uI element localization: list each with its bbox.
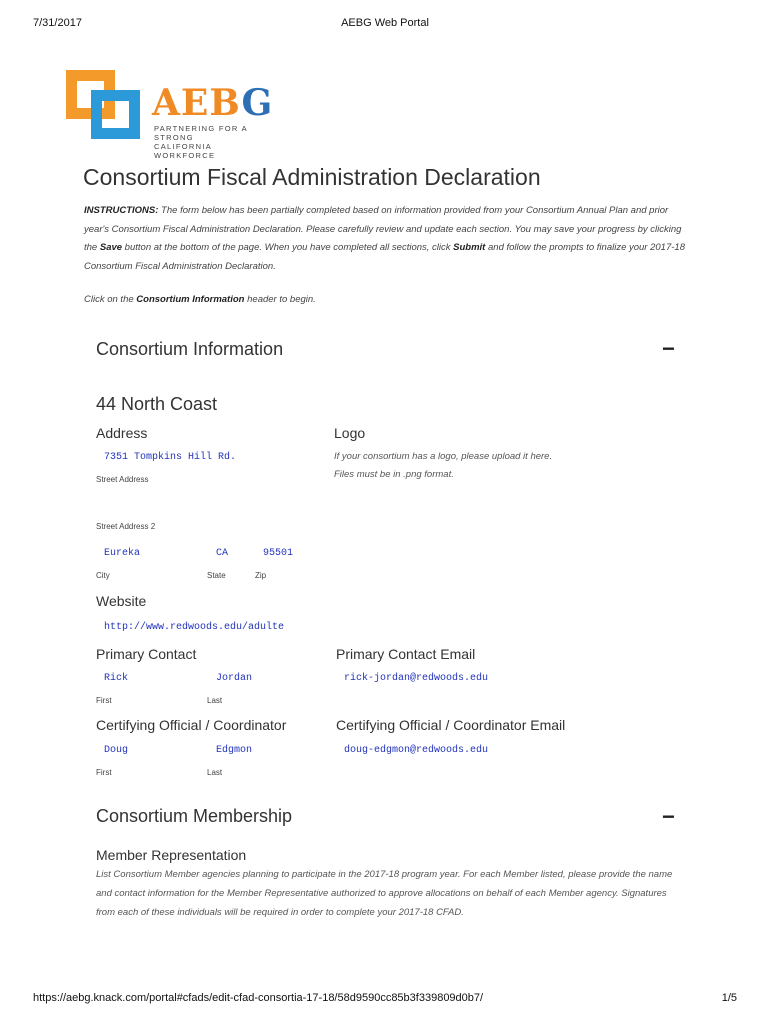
primary-first-field[interactable]: Rick — [104, 673, 129, 684]
collapse-icon[interactable]: − — [662, 336, 675, 361]
print-date: 7/31/2017 — [33, 17, 82, 29]
logo-tagline: PARTNERING FOR A STRONG CALIFORNIA WORKFORCE — [154, 124, 248, 160]
address-label: Address — [96, 425, 148, 441]
certifying-last-field[interactable]: Edgmon — [216, 745, 253, 756]
logo-help-upload: If your consortium has a logo, please upload it here. — [334, 451, 553, 462]
member-representation-text: List Consortium Member agencies planning to participate in the 2017-18 program year. For each Member listed, please provide the name and contact information for the Member Representative authorized to approve allocations on behalf of each Member agency. Signatures from each of these individuals will be required in order to complete your 2017-18 CFAD. — [96, 869, 673, 918]
certifying-first-label: First — [96, 768, 112, 777]
instructions-text: INSTRUCTIONS: The form below has been partially completed based on information provided from your Consortium Annual Plan and prior year's Consortium Fiscal Administration Declaration. Please carefully review and update each section. You may save your progress by clicking the Save button at the bottom of the page. When you have completed all sections, click Submit and follow the prompts to finalize your 2017-18 Consortium Fiscal Administration Declaration. — [84, 205, 685, 272]
page-title: Consortium Fiscal Administration Declaration — [83, 164, 541, 190]
zip-field[interactable]: 95501 — [263, 548, 294, 559]
logo-label: Logo — [334, 425, 366, 441]
certifying-official-label: Certifying Official / Coordinator — [96, 717, 287, 733]
state-field[interactable]: CA — [216, 548, 229, 559]
primary-last-field[interactable]: Jordan — [216, 673, 253, 684]
aebg-logo[interactable] — [66, 70, 276, 160]
primary-first-label: First — [96, 696, 112, 705]
print-page-number: 1/5 — [721, 992, 737, 1004]
state-label: State — [207, 571, 226, 580]
street-address-field[interactable]: 7351 Tompkins Hill Rd. — [104, 452, 237, 463]
consortium-information-header[interactable]: Consortium Information — [96, 339, 284, 359]
print-title: AEBG Web Portal — [341, 17, 429, 29]
street-address-2-label: Street Address 2 — [96, 522, 156, 531]
city-label: City — [96, 571, 110, 580]
certifying-email-field[interactable]: doug-edgmon@redwoods.edu — [344, 745, 489, 756]
primary-last-label: Last — [207, 696, 223, 705]
website-field[interactable]: http://www.redwoods.edu/adulte — [104, 622, 285, 633]
logo-help-format: Files must be in .png format. — [334, 469, 454, 480]
logo-blue-square-icon — [91, 90, 140, 139]
certifying-email-label: Certifying Official / Coordinator Email — [336, 717, 566, 733]
primary-contact-label: Primary Contact — [96, 646, 197, 662]
consortium-name: 44 North Coast — [96, 394, 218, 414]
city-field[interactable]: Eureka — [104, 548, 141, 559]
logo-wordmark: AEBG — [152, 82, 274, 124]
zip-label: Zip — [255, 571, 267, 580]
certifying-last-label: Last — [207, 768, 223, 777]
street-address-label: Street Address — [96, 475, 149, 484]
website-label: Website — [96, 593, 147, 609]
primary-email-label: Primary Contact Email — [336, 646, 476, 662]
click-hint: Click on the Consortium Information header to begin. — [84, 294, 316, 305]
certifying-first-field[interactable]: Doug — [104, 745, 129, 756]
print-url: https://aebg.knack.com/portal#cfads/edit-cfad-consortia-17-18/58d9590cc85b3f339809d0b7/ — [33, 992, 484, 1004]
primary-email-field[interactable]: rick-jordan@redwoods.edu — [344, 673, 489, 684]
collapse-icon[interactable]: − — [662, 804, 675, 829]
member-representation-label: Member Representation — [96, 847, 247, 863]
consortium-membership-header[interactable]: Consortium Membership — [96, 806, 293, 826]
